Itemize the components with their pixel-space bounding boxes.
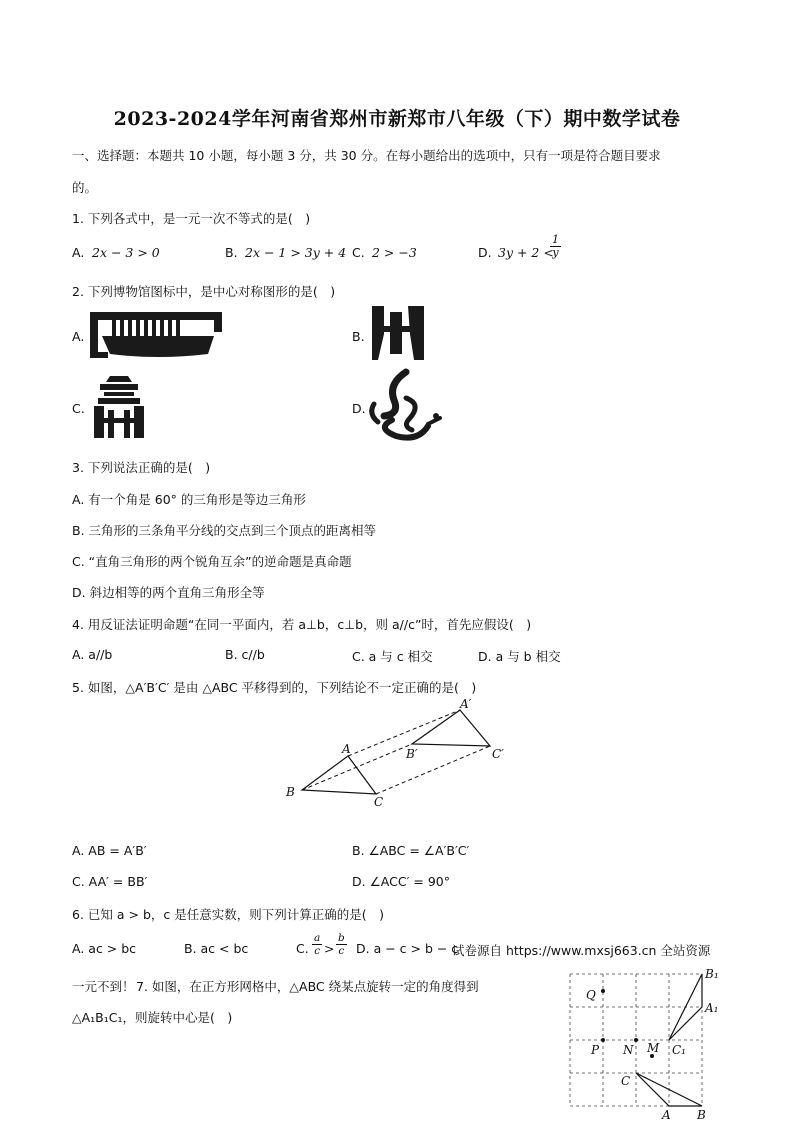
q1-option-b-label: B. — [225, 245, 238, 260]
question-6-stem: 6. 已知 a > b，c 是任意实数，则下列计算正确的是( ) — [72, 907, 384, 922]
q6-option-a: A. ac > bc — [72, 941, 137, 956]
question-3-stem: 3. 下列说法正确的是( ) — [72, 460, 211, 475]
museum-icon-c — [92, 374, 146, 440]
q1-option-c: 2 > −3 — [372, 245, 417, 260]
q6-option-d: D. a − c > b − c — [356, 941, 459, 956]
q4-option-a: A. a//b — [72, 647, 113, 662]
q4-option-b: B. c//b — [225, 647, 265, 662]
q1-option-d-label: D. — [478, 245, 492, 260]
question-7-stem: 7. 如图，在正方形网格中，△ABC 绕某点旋转一定的角度得到 — [136, 979, 479, 994]
q4-option-c: C. a 与 c 相交 — [352, 649, 433, 664]
label-a1: A₁ — [705, 1001, 719, 1015]
label-b-prime: B′ — [406, 747, 418, 761]
museum-icon-d — [366, 368, 444, 444]
label-c: C — [621, 1074, 631, 1088]
label-m: M — [647, 1041, 660, 1055]
q6-option-c-frac-right — [336, 932, 347, 957]
museum-icon-b — [370, 304, 426, 362]
label-p: P — [591, 1043, 600, 1057]
label-a: A — [342, 742, 351, 756]
label-c-prime: C′ — [492, 747, 504, 761]
page-title: 2023-2024学年河南省郑州市新郑市八年级（下）期中数学试卷 — [113, 108, 681, 130]
label-q: Q — [586, 988, 596, 1002]
fraction-numerator: b — [338, 932, 345, 944]
label-c1: C₁ — [672, 1043, 686, 1057]
label-b: B — [697, 1108, 706, 1120]
q2-option-c-label: C. — [72, 401, 85, 416]
q6-option-c-label: C. — [296, 941, 309, 956]
label-a: A — [662, 1108, 671, 1120]
question-5-stem: 5. 如图，△A′B′C′ 是由 △ABC 平移得到的，下列结论不一定正确的是( ) — [72, 680, 477, 695]
watermark-text: 试卷源自 https://www.mxsj663.cn 全站资源 — [452, 943, 711, 958]
fraction-numerator: a — [314, 932, 321, 944]
q2-option-b-label: B. — [352, 329, 365, 344]
q5-translation-figure — [282, 694, 522, 812]
section-instructions-cont: 的。 — [72, 180, 98, 195]
q6-option-c-gt: > — [324, 941, 335, 956]
fraction-denominator: y — [552, 246, 559, 259]
q1-option-d-fraction — [550, 234, 561, 259]
q5-option-d: D. ∠ACC′ = 90° — [352, 874, 450, 889]
question-7-stem-cont: △A₁B₁C₁，则旋转中心是( ) — [72, 1010, 233, 1025]
label-b1: B₁ — [705, 967, 719, 981]
q1-option-b: 2x − 1 > 3y + 4 — [245, 245, 347, 260]
q5-option-b: B. ∠ABC = ∠A′B′C′ — [352, 843, 470, 858]
q3-option-c: C. “直角三角形的两个锐角互余”的逆命题是真命题 — [72, 554, 352, 569]
question-1-stem: 1. 下列各式中，是一元一次不等式的是( ) — [72, 211, 311, 226]
watermark-text-cont: 一元不到！ — [72, 979, 135, 994]
section-instructions: 一、选择题：本题共 10 小题，每小题 3 分，共 30 分。在每小题给出的选项中，只有一项是符合题目要求 — [72, 148, 661, 163]
q1-option-c-label: C. — [352, 245, 365, 260]
q2-option-d-label: D. — [352, 401, 366, 416]
q6-option-c-frac-left — [312, 932, 322, 957]
q7-grid-figure — [562, 964, 732, 1120]
label-c: C — [374, 795, 384, 809]
museum-icon-a — [88, 306, 226, 362]
question-4-stem: 4. 用反证法证明命题“在同一平面内，若 a⊥b，c⊥b，则 a//c”时，首先应假设( ) — [72, 617, 532, 632]
q3-option-d: D. 斜边相等的两个直角三角形全等 — [72, 585, 265, 600]
fraction-denominator: c — [314, 945, 321, 957]
q4-option-d: D. a 与 b 相交 — [478, 649, 561, 664]
label-n: N — [623, 1043, 634, 1057]
q5-option-a: A. AB = A′B′ — [72, 843, 147, 858]
q5-option-c: C. AA′ = BB′ — [72, 874, 148, 889]
label-b: B — [286, 785, 295, 799]
q2-option-a-label: A. — [72, 329, 85, 344]
fraction-denominator: c — [338, 945, 345, 957]
label-a-prime: A′ — [460, 697, 472, 711]
q6-option-b: B. ac < bc — [184, 941, 249, 956]
fraction-numerator: 1 — [552, 233, 559, 246]
q1-option-a-label: A. — [72, 245, 85, 260]
q3-option-b: B. 三角形的三条角平分线的交点到三个顶点的距离相等 — [72, 523, 377, 538]
q1-option-a: 2x − 3 > 0 — [92, 245, 160, 260]
question-2-stem: 2. 下列博物馆图标中，是中心对称图形的是( ) — [72, 284, 336, 299]
q1-option-d: 3y + 2 < — [498, 245, 554, 260]
q3-option-a: A. 有一个角是 60° 的三角形是等边三角形 — [72, 492, 306, 507]
